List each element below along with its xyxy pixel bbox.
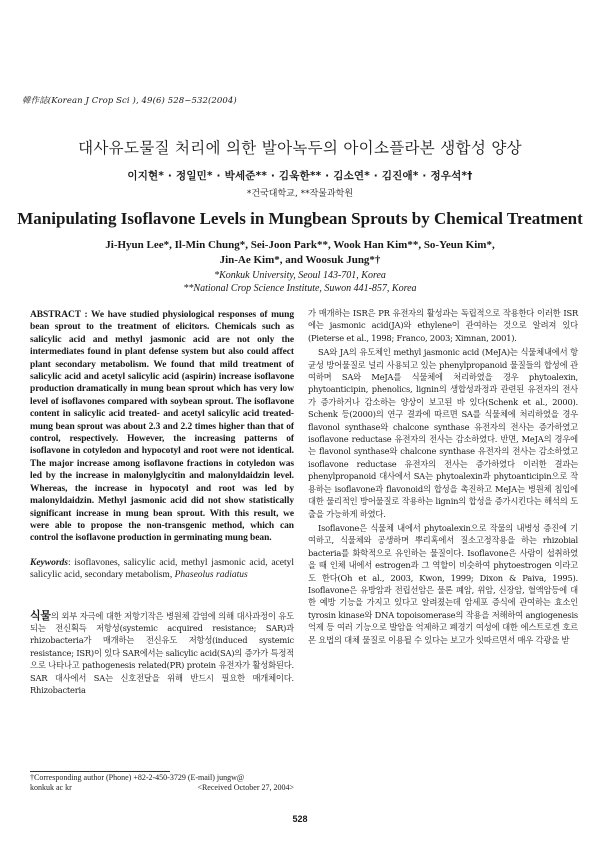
- korean-title: 대사유도물질 처리에 의한 발아녹두의 아이소플라본 생합성 양상: [78, 139, 522, 157]
- english-affiliation: [0, 270, 600, 295]
- english-affiliation-line-2: **National Crop Science Institute, Suwon 441-857, Korea: [183, 282, 417, 294]
- korean-affiliation: *건국대학교, **작물과학원: [246, 189, 354, 199]
- page-number: 528: [292, 814, 308, 824]
- korean-authors: 이지현* · 정일민* · 박세준** · 김욱한** · 김소연* · 김진애* · 정우석*†: [127, 170, 473, 182]
- footnote-line-2: [30, 783, 294, 793]
- introduction-paragraph: [30, 610, 294, 697]
- keywords-species: Phaseolus radiatus: [174, 570, 248, 581]
- abstract-text: ABSTRACT : We have studied physiological responses of mung bean sprout to the treatment of elicitors. Chemicals such as salicylic acid and methyl jasmonic acid are not only the intermediates found in plant defense system but also could affect plant secondary metabolism. We found that mild treatment of salicylic acid and acetyl salicylic acid (aspirin) increase isoflavone production dramatically in mung bean sprout which has very low level of isoflavones compared with soybean sprout. The isoflavone content in salicylic acid treated- and acetyl salicylic acid treated-mung bean sprout was about 2.3 and 2.2 times higher than that of control, respectively. However, the increasing patterns of isoflavone in cotyledon and hypocotyl and root were not identical. The major increase among isoflavone fractions in cotyledon was led by the increase in malonylglycitin and malonyldaidzin level. Whereas, the increase in hypocotyl and root was led by malonyldaidzin. Methyl jasmonic acid did not show statistically significant increase in mung bean sprout. With this result, we were able to propose the non-transgenic method, which can control the isoflavone production in germinating mung bean.: [30, 310, 294, 544]
- footnote: [30, 773, 294, 793]
- journal-reference: 韓作誌(Korean J Crop Sci ), 49(6) 528~532(2004): [22, 96, 237, 106]
- english-affiliation-line-1: *Konkuk University, Seoul 143-701, Korea: [214, 270, 386, 281]
- english-authors-line-1: Ji-Hyun Lee*, Il-Min Chung*, Sei-Joon Park**, Wook Han Kim**, So-Yeun Kim*,: [105, 239, 495, 251]
- english-title: Manipulating Isoflavone Levels in Mungbean Sprouts by Chemical Treatment: [17, 209, 583, 228]
- left-column: [30, 309, 294, 696]
- footnote-line-1: †Corresponding author (Phone) +82-2-450-3729 (E-mail) jungw@: [30, 773, 245, 782]
- intro-dropcap: 식물: [30, 608, 51, 622]
- footnote-divider: [30, 771, 170, 772]
- english-authors-line-2: Jin-Ae Kim*, and Woosuk Jung*†: [219, 254, 381, 266]
- intro-text: 의 외부 자극에 대한 저항기작은 병원체 감염에 의해 대사과정이 유도되는 전신획득 저항성(systemic acquired resistance; SAR)과 rhizobacteria가 매개하는 전신유도 저항성(induced systemic resistance; ISR)이 있다 SAR에서는 salicylic acid(SA)의 증가가 특정적으로 나타나고 pathogenesis related(PR) protein 유전자가 활성화된다. SAR 대사에서 SA는 신호전달을 위해 반드시 필요한 매개체이다. Rhizobacteria: [30, 610, 294, 695]
- keywords-text: : isoflavones, salicylic acid, methyl jasmonic acid, acetyl salicylic acid, secondary metabolism,: [30, 557, 294, 581]
- right-column: [308, 307, 578, 648]
- keywords: [30, 557, 294, 582]
- right-paragraph-3: Isoflavone은 식물체 내에서 phytoalexin으로 작물의 내병성 증진에 기여하고, 식물체와 공생하며 뿌리혹에서 질소고정작용을 하는 rhizobial bacteria를 화학적으로 유인하는 물질이다. Isoflavone은 사람이 섭취하였을 때 인체 내에서 estrogen과 그 역할이 비슷하여 phytoestrogen 이라고도 한다(Oh et al., 2003, Kwon, 1999; Dixon & Paiva, 1995). Isoflavone은 유방암과 전립선암은 물론 폐암, 위암, 신장암, 혈액암등에 대한 예방 기능을 가지고 있다고 알려졌는데 암세포 증식에 관여하는 효소인 tyrosin kinase와 DNA topoisomerase의 작용을 저해하여 angiogenesis 억제 등 여러 기능으로 발암을 억제하고 폐경기 여성에 대한 에스트로겐 호르몬 요법의 대체 물질로 이용될 수 있다는 보고가 잇따르면서 매우 각광을 받: [308, 522, 578, 645]
- footnote-email-tail: konkuk ac kr: [30, 783, 72, 792]
- right-paragraph-2: SA와 JA의 유도체인 methyl jasmonic acid (MeJA)는 식물체내에서 항균성 방어물질로 널리 사용되고 있는 phenylpropanoid 물질들의 합성에 관여하며 SA와 MeJA를 식물체에 처리하였을 경우 phytoalexin, phytoanticipin, phenolics, lignin의 생합성과정과 관련된 유전자의 전사가 증가하거나 감소하는 양상이 보고된 바 있다(Schenk et al., 2000). Schenk 등(2000)의 연구 결과에 따르면 SA를 식물체에 처리하였을 경우 flavonol synthase와 chalcone synthase 유전자의 전사는 증가하였고 isoflavone reductase 유전자의 전사는 감소하였다. 반면, MeJA의 경우에는 flavonol synthase와 chalcone synthase 유전자의 전사는 감소하였고 isoflavone reductase 유전자의 전사는 증가하였다 이러한 결과는 phenylpropanoid 대사에서 SA는 phytoalexin과 phytoanticipin으로 작용하는 isoflavone과 flavonoid의 합성을 촉진하고 MeJA는 병원체 침입에 대한 물리적인 방어물질로 작용하는 lignin의 합성을 증가시킨다는 해석의 도출을 가능하게 하였다.: [308, 347, 578, 519]
- right-paragraph-1: 가 매개하는 ISR은 PR 유전자의 활성과는 독립적으로 작용한다 이러한 ISR에는 jasmonic acid(JA)와 ethylene이 관여하는 것으로 알려져 있다(Pieterse et al., 1998; Franco, 2003; Ximnan, 2001).: [308, 308, 578, 343]
- received-date: <Received October 27, 2004>: [197, 783, 294, 792]
- keywords-label: Keywords: [30, 557, 68, 568]
- english-authors: [0, 238, 600, 268]
